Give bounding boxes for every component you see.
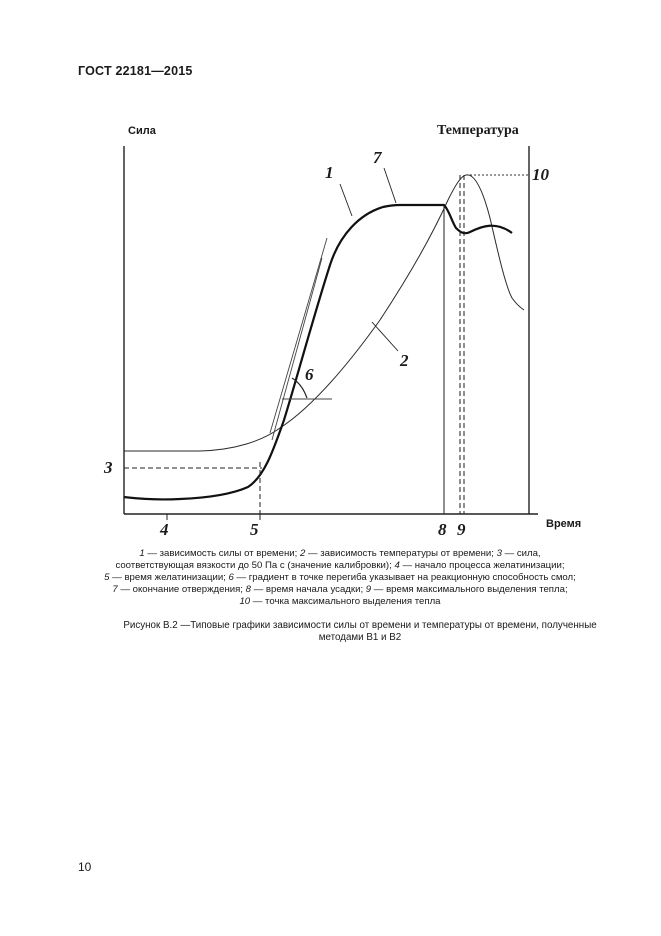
page-number: 10 bbox=[78, 860, 92, 874]
legend-text: — зависимость температуры от времени; bbox=[305, 548, 497, 559]
leader-2 bbox=[372, 322, 398, 351]
legend-line-5 bbox=[70, 596, 610, 608]
legend-num-1: 1 bbox=[139, 548, 145, 559]
document-standard-title: ГОСТ 22181—2015 bbox=[78, 64, 193, 78]
figure-caption bbox=[100, 620, 620, 644]
legend-line-3 bbox=[70, 572, 610, 584]
marker-10: 10 bbox=[532, 165, 549, 184]
legend-line-4 bbox=[70, 584, 610, 596]
legend-text: — время начала усадки; bbox=[250, 584, 366, 595]
legend-num-3: 3 bbox=[496, 548, 502, 559]
legend-num-4: 4 bbox=[394, 560, 400, 571]
legend-num-2: 2 bbox=[299, 548, 306, 559]
legend-num-9: 9 bbox=[365, 584, 372, 595]
force-curve bbox=[124, 205, 512, 499]
legend-text: — зависимость силы от времени; bbox=[144, 548, 300, 559]
marker-3: 3 bbox=[104, 458, 113, 477]
legend-line-2 bbox=[70, 560, 610, 572]
marker-6: 6 bbox=[305, 365, 314, 384]
marker-4: 4 bbox=[160, 520, 169, 539]
legend-num-10: 10 bbox=[239, 596, 251, 607]
marker-5: 5 bbox=[250, 520, 259, 539]
y-left-axis-label: Сила bbox=[128, 125, 156, 137]
marker-9: 9 bbox=[457, 520, 466, 539]
legend-text: — начало процесса желатинизации; bbox=[399, 560, 565, 571]
legend-text: — сила, bbox=[501, 548, 541, 559]
marker-1: 1 bbox=[325, 163, 334, 182]
leader-1 bbox=[340, 184, 352, 216]
marker-2: 2 bbox=[400, 351, 409, 370]
legend-text: — окончание отверждения; bbox=[117, 584, 246, 595]
legend-line-1 bbox=[70, 548, 610, 560]
x-axis-label: Время bbox=[546, 518, 582, 530]
leader-7 bbox=[384, 168, 396, 203]
caption-line-1: Рисунок В.2 —Типовые графики зависимости силы от времени и температуры от времени, полученные bbox=[123, 620, 597, 631]
legend-text: — время максимального выделения тепла; bbox=[371, 584, 568, 595]
y-right-axis-label: Температура bbox=[437, 123, 519, 138]
legend-num-8: 8 bbox=[245, 584, 251, 595]
legend-text: — время желатинизации; bbox=[109, 572, 229, 583]
legend-text: — градиент в точке перегиба указывает на реакционную способность смол; bbox=[233, 572, 576, 583]
marker-8: 8 bbox=[438, 520, 447, 539]
legend-num-7: 7 bbox=[112, 584, 118, 595]
legend-num-6: 6 bbox=[228, 572, 234, 583]
legend-text: — точка максимального выделения тепла bbox=[250, 596, 441, 607]
gradient-tangent-line-2 bbox=[272, 258, 322, 440]
caption-line-2: методами В1 и В2 bbox=[318, 632, 402, 643]
legend-num-5: 5 bbox=[104, 572, 110, 583]
figure-legend bbox=[70, 548, 610, 608]
marker-7: 7 bbox=[373, 148, 382, 167]
legend-text: соответствующая вязкости до 50 Па с (значение калибровки); bbox=[115, 560, 395, 571]
gradient-tangent-line bbox=[270, 238, 327, 433]
